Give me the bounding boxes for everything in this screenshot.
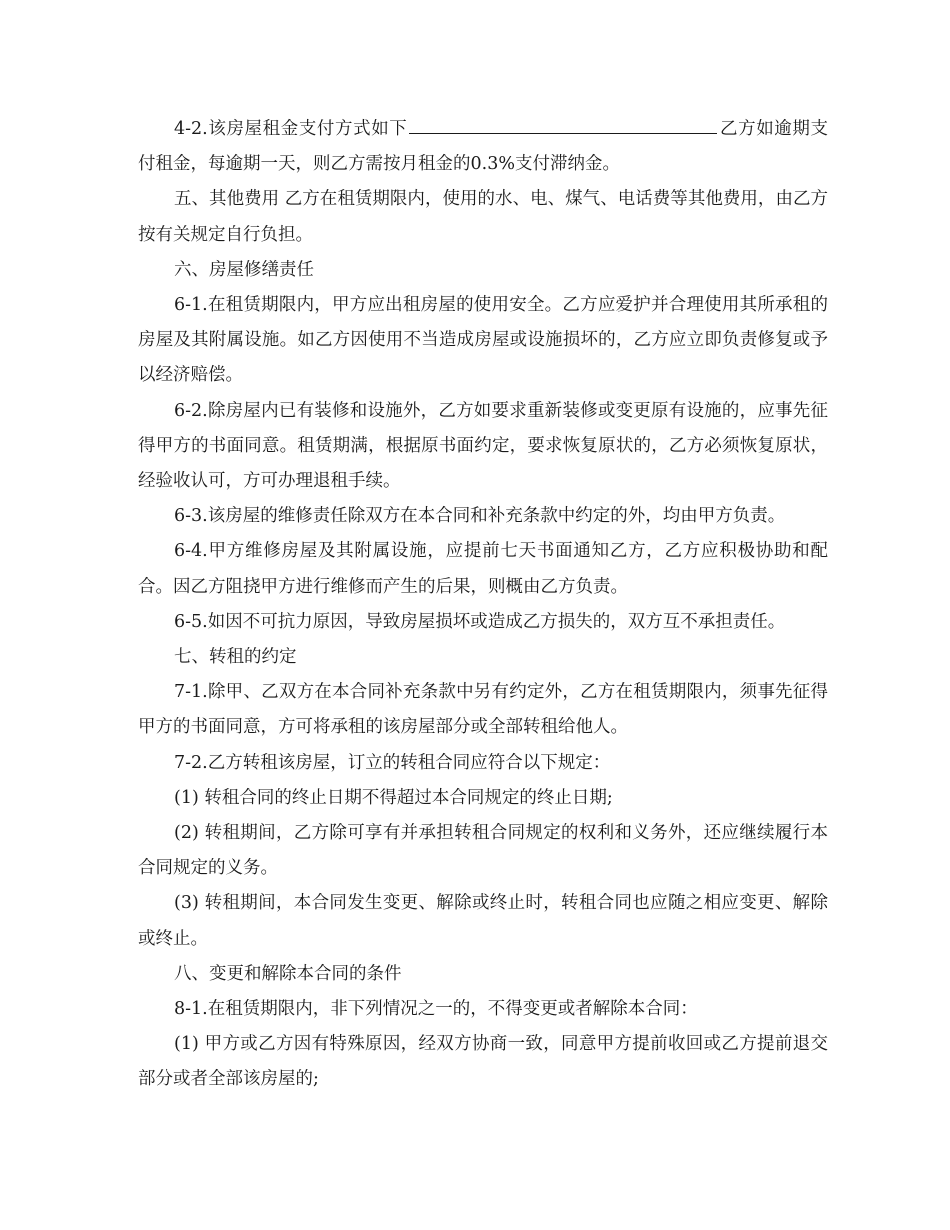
clause-7-2-item-1: (1) 转租合同的终止日期不得超过本合同规定的终止日期; — [174, 787, 613, 808]
section-8-heading: 八、变更和解除本合同的条件 — [174, 963, 402, 984]
clause-5-other-fees: 五、其他费用 乙方在租赁期限内，使用的水、电、煤气、电话费等其他费用，由乙方按有关规定自行负担。 — [138, 189, 828, 245]
section-6-heading: 六、房屋修缮责任 — [174, 259, 314, 280]
clause-8-1: 8-1.在租赁期限内，非下列情况之一的，不得变更或者解除本合同： — [174, 999, 698, 1020]
clause-6-2: 6-2.除房屋内已有装修和设施外，乙方如要求重新装修或变更原有设施的，应事先征得甲方的书面同意。租赁期满，根据原书面约定，要求恢复原状的，乙方必须恢复原状，经验收认可，方可办理退租手续。 — [138, 400, 828, 492]
section-7-heading: 七、转租的约定 — [174, 647, 297, 668]
clause-7-2: 7-2.乙方转租该房屋，订立的转租合同应符合以下规定： — [174, 752, 611, 773]
clause-7-1: 7-1.除甲、乙双方在本合同补充条款中另有约定外，乙方在租赁期限内，须事先征得甲方的书面同意，方可将承租的该房屋部分或全部转租给他人。 — [138, 682, 828, 738]
clause-6-5: 6-5.如因不可抗力原因，导致房屋损坏或造成乙方损失的，双方互不承担责任。 — [174, 611, 786, 632]
clause-7-2-item-3: (3) 转租期间，本合同发生变更、解除或终止时，转租合同也应随之相应变更、解除或终止。 — [138, 893, 828, 949]
rent-payment-method-blank — [409, 115, 717, 134]
clause-7-2-item-2: (2) 转租期间，乙方除可享有并承担转租合同规定的权利和义务外，还应继续履行本合同规定的义务。 — [138, 823, 828, 879]
clause-4-2-text-after-blank: 乙方如逾期支付租金，每逾期一天，则乙方需按月租金的0.3%支付滞纳金。 — [138, 119, 829, 175]
clause-4-2-rent-payment — [138, 112, 828, 182]
clause-4-2-text-before-blank: 4-2.该房屋租金支付方式如下 — [174, 119, 408, 139]
clause-6-4: 6-4.甲方维修房屋及其附属设施，应提前七天书面通知乙方，乙方应积极协助和配合。因乙方阻挠甲方进行维修而产生的后果，则概由乙方负责。 — [138, 541, 828, 597]
clause-8-1-item-1: (1) 甲方或乙方因有特殊原因，经双方协商一致，同意甲方提前收回或乙方提前退交部分或者全部该房屋的; — [138, 1034, 828, 1090]
clause-6-3: 6-3.该房屋的维修责任除双方在本合同和补充条款中约定的外，均由甲方负责。 — [174, 506, 786, 527]
document-page — [138, 112, 828, 1098]
clause-6-1: 6-1.在租赁期限内，甲方应出租房屋的使用安全。乙方应爱护并合理使用其所承租的房屋及其附属设施。如乙方因使用不当造成房屋或设施损坏的，乙方应立即负责修复或予以经济赔偿。 — [138, 295, 828, 386]
